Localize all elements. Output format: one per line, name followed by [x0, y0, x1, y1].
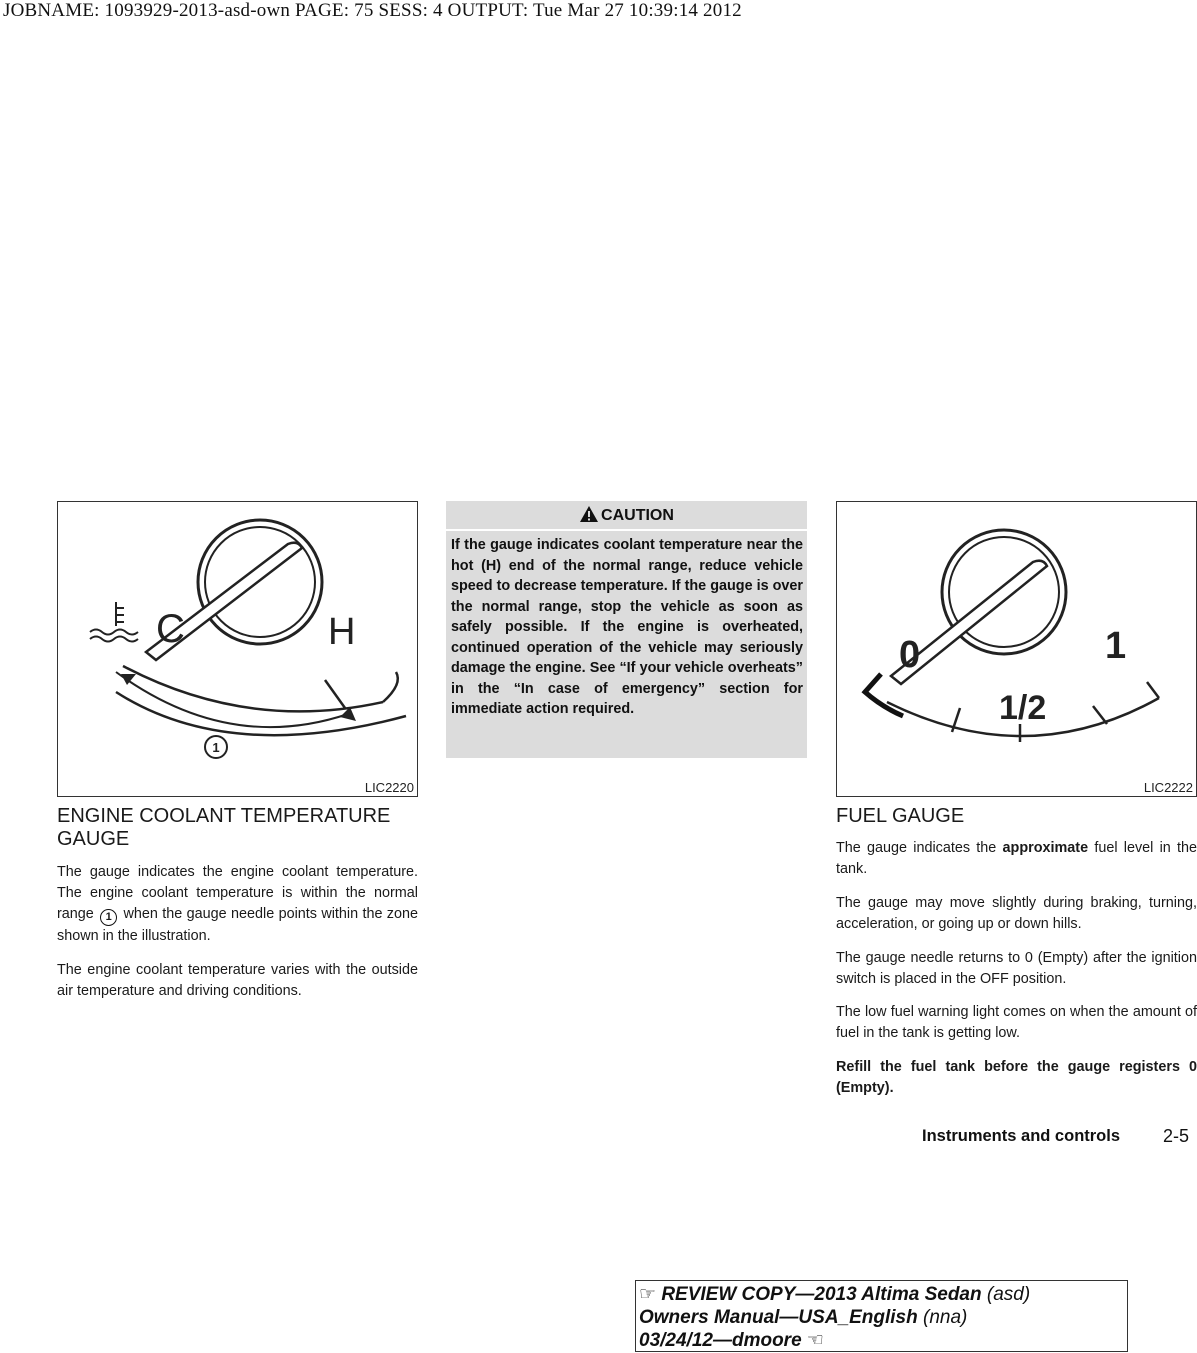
- gauge-tick-three-quarter: [1093, 706, 1107, 724]
- hot-label: H: [328, 611, 356, 653]
- review-line-1-tail: (asd): [986, 1284, 1031, 1305]
- gauge-tick-hot: [325, 680, 345, 708]
- figure-code: LIC2222: [1143, 780, 1193, 795]
- gauge-scale-end: [1147, 682, 1159, 698]
- caution-text: If the gauge indicates coolant temperature near the hot (H) end of the normal range, reduce vehicle speed to decrease temperature. If the gauge is over the normal range, stop the vehicle as soon as safely possible. If the engine is overheated, continued operation of the vehicle may seriously damage the engine. See “If your vehicle overheats” in the “In case of emergency” section for immediate action required.: [451, 537, 803, 717]
- coolant-gauge-drawing: [58, 502, 417, 796]
- full-label: 1: [1105, 625, 1127, 667]
- fuel-gauge-illustration: [836, 501, 1197, 797]
- fuel-paragraph-1: [836, 838, 1197, 880]
- caution-title: CAUTION: [601, 507, 674, 524]
- coolant-paragraph-2: The engine coolant temperature varies with the outside air temperature and driving conditions.: [57, 962, 418, 999]
- gauge-scale-end: [383, 672, 398, 702]
- caution-header: [446, 501, 807, 531]
- review-line-2-tail: (nna): [923, 1307, 968, 1328]
- fuel-p1-text-a: The gauge indicates the: [836, 840, 997, 856]
- fuel-p1-bold: approximate: [1002, 840, 1089, 856]
- coolant-paragraph-1: [57, 862, 418, 947]
- half-label: 1/2: [999, 689, 1047, 727]
- review-copy-box: [635, 1280, 1128, 1352]
- review-line-1-bold: REVIEW COPY—2013 Altima Sedan: [661, 1284, 982, 1305]
- coolant-p1-text-a: The gauge indicates the engine coolant temperature. The engine coolant temperature is within the normal range: [57, 864, 418, 922]
- warning-triangle-icon: [579, 504, 599, 533]
- review-line-2-bold: Owners Manual—USA_English: [639, 1307, 918, 1328]
- empty-label: 0: [899, 634, 921, 676]
- caution-box: [446, 501, 807, 758]
- coolant-gauge-illustration: [57, 501, 418, 797]
- footer-page-number: 2-5: [1163, 1126, 1190, 1146]
- review-line-1: [639, 1283, 1127, 1306]
- review-line-2: [639, 1306, 1127, 1329]
- fuel-p1-text-b: fuel level in the tank.: [836, 840, 1197, 877]
- job-header: JOBNAME: 1093929-2013-asd-own PAGE: 75 SESS: 4 OUTPUT: Tue Mar 27 10:39:14 2012: [3, 0, 742, 21]
- range-callout-marker: 1: [100, 909, 117, 926]
- fuel-paragraph-5: Refill the fuel tank before the gauge registers 0 (Empty).: [836, 1059, 1197, 1096]
- coolant-heading: ENGINE COOLANT TEMPERATURE GAUGE: [57, 805, 391, 850]
- cold-label: C: [156, 607, 185, 651]
- footer-section-title: Instruments and controls: [922, 1127, 1121, 1145]
- figure-code: LIC2220: [364, 780, 414, 795]
- review-line-3: [639, 1329, 1127, 1352]
- fuel-heading: FUEL GAUGE: [836, 805, 965, 827]
- fuel-paragraph-4: The low fuel warning light comes on when the amount of fuel in the tank is getting low.: [836, 1004, 1197, 1041]
- fuel-gauge-drawing: [837, 502, 1196, 796]
- coolant-temperature-icon: [90, 602, 138, 642]
- pointing-hand-left-icon: ☜: [806, 1330, 824, 1351]
- coolant-p1-text-b: when the gauge needle points within the zone shown in the illustration.: [57, 906, 419, 944]
- fuel-paragraph-2: The gauge may move slightly during braking, turning, acceleration, or going up or down hills.: [836, 895, 1197, 932]
- callout-number: 1: [212, 740, 220, 755]
- review-line-3-bold: 03/24/12—dmoore: [639, 1330, 802, 1351]
- pointing-hand-icon: ☞: [639, 1284, 657, 1305]
- fuel-paragraph-3: The gauge needle returns to 0 (Empty) after the ignition switch is placed in the OFF position.: [836, 950, 1197, 987]
